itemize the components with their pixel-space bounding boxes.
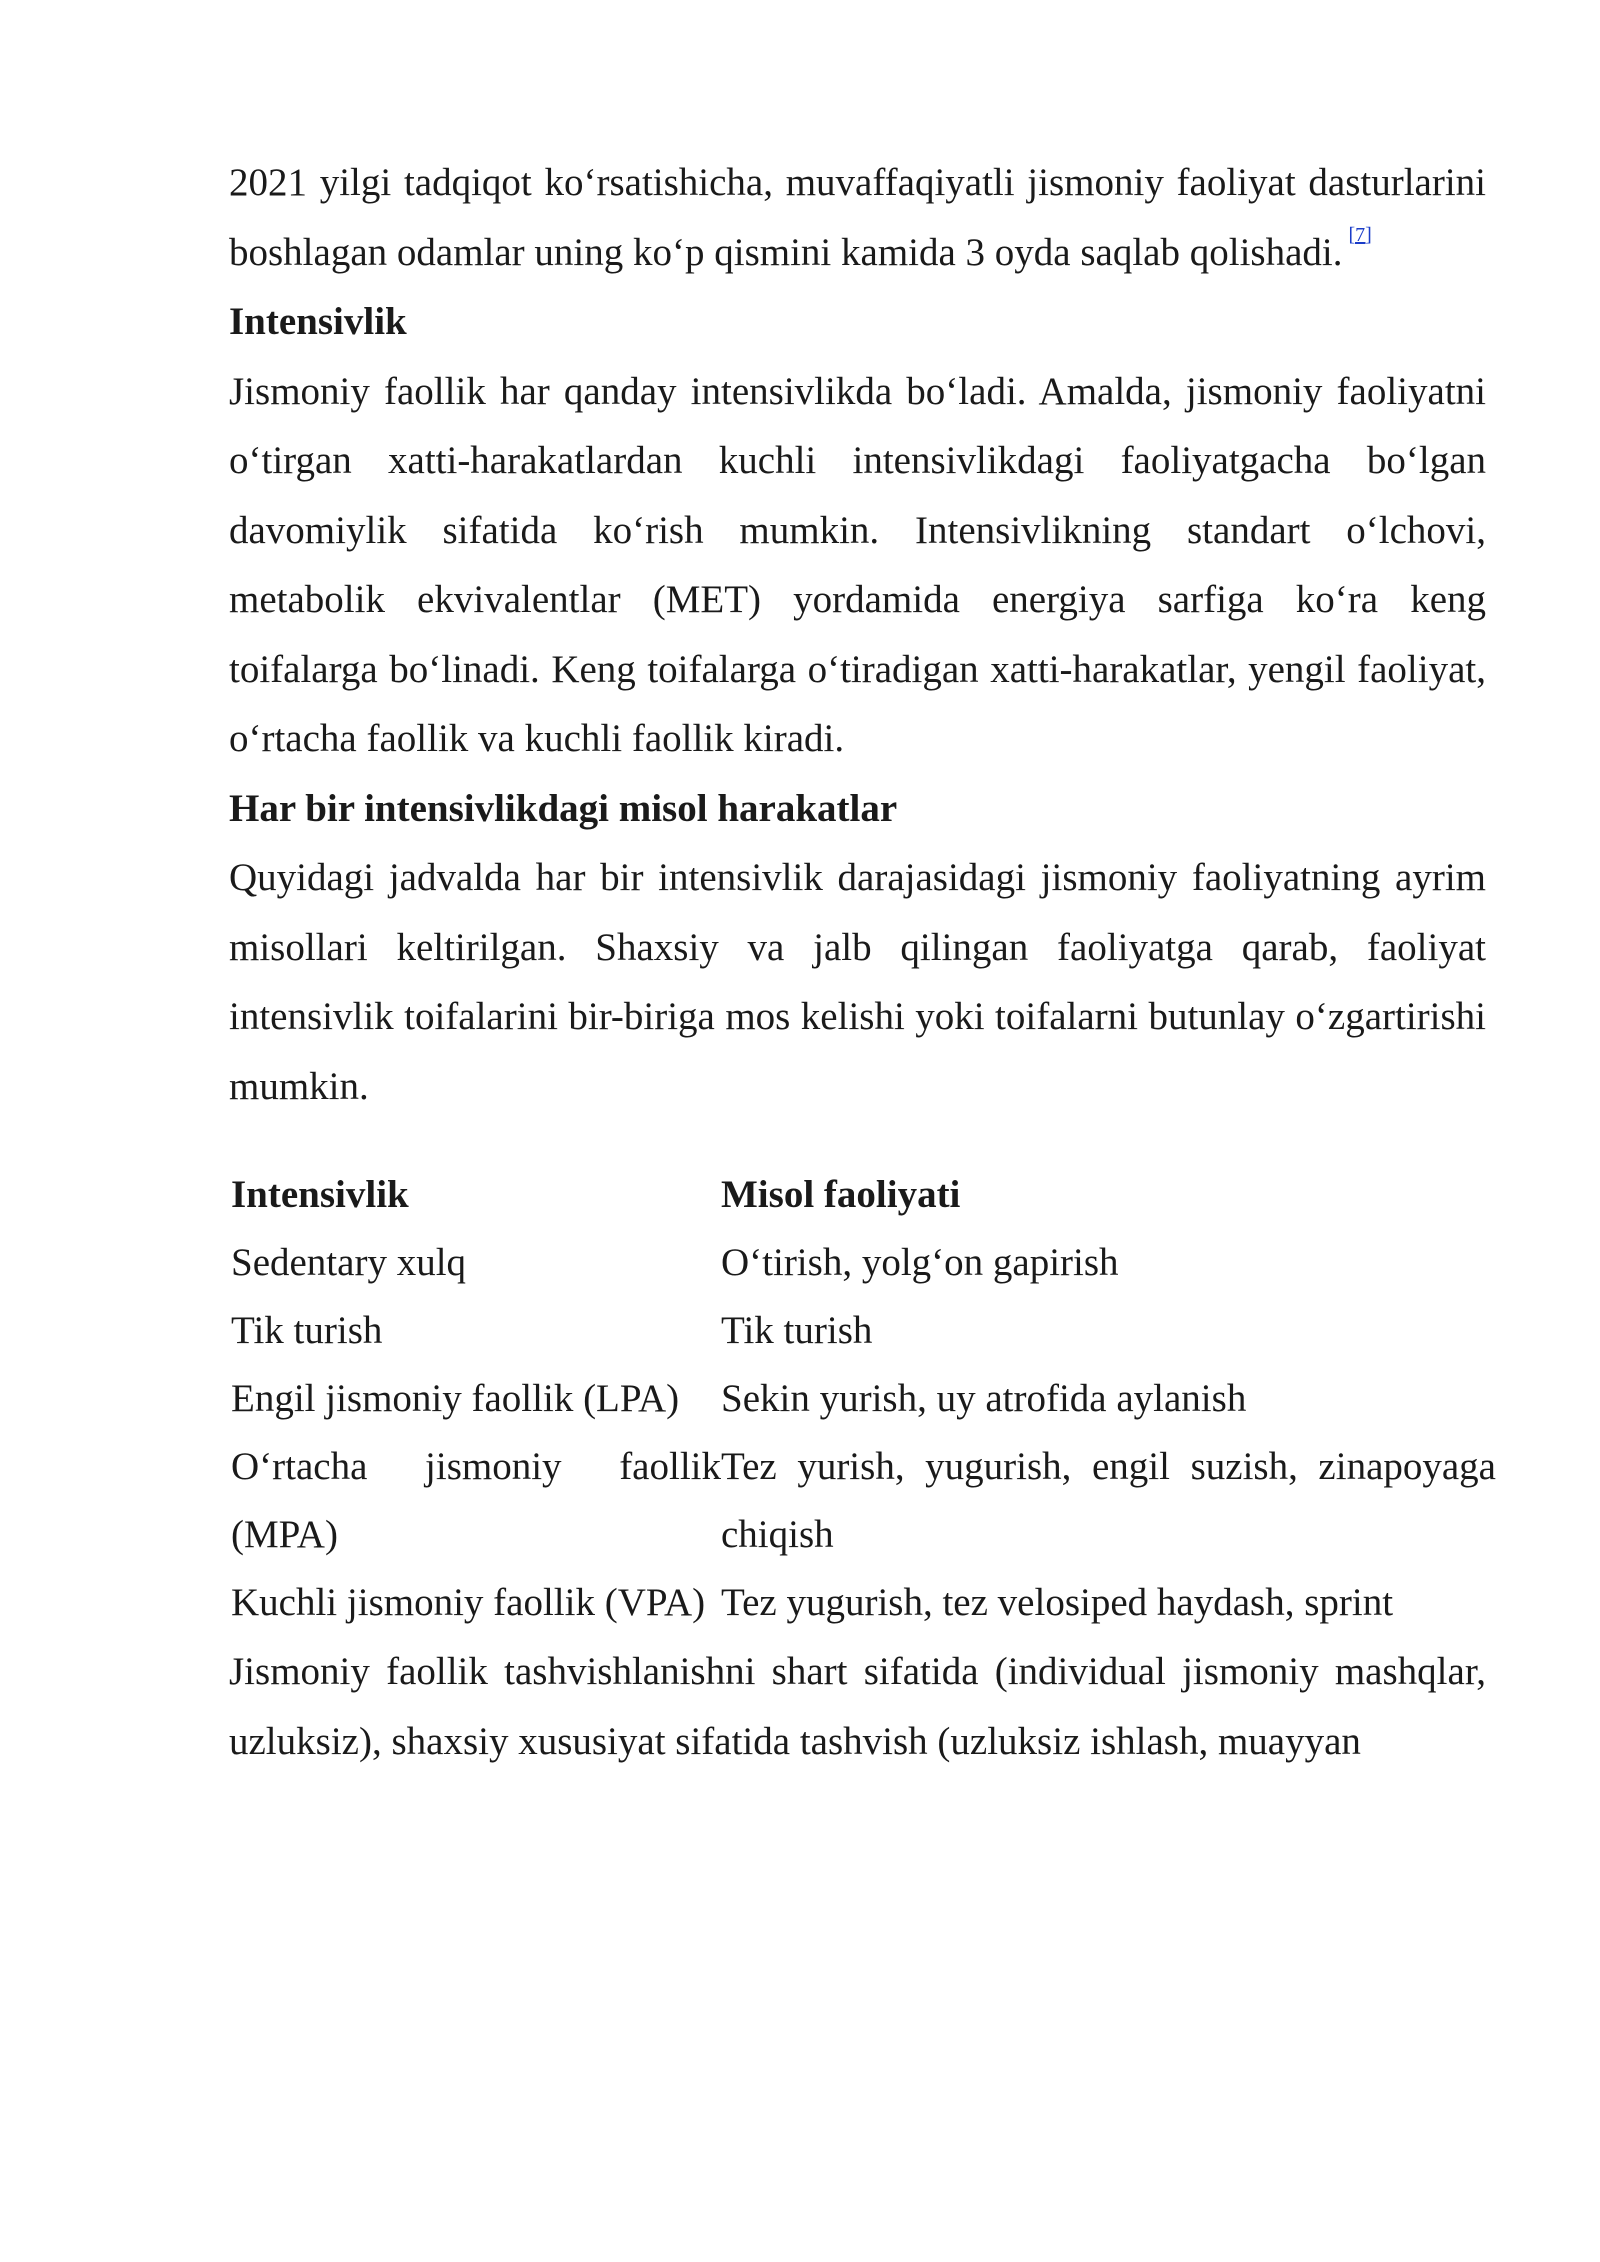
citation-link[interactable]: [7] [1348,223,1372,246]
table-cell-example: Tez yurish, yugurish, engil suzish, zinapoyaga chiqish [721,1445,1496,1556]
table-cell-intensity: Sedentary xulq [231,1241,467,1284]
column-header-intensity: Intensivlik [231,1173,409,1216]
document-page [229,148,1496,1776]
table-row [231,1433,1496,1569]
table-cell-intensity: Tik turish [231,1309,383,1352]
table-cell-intensity: O‘rtacha jismoniy faollik (MPA) [231,1445,721,1556]
table-row [231,1569,1496,1637]
intensity-table [231,1161,1496,1637]
table-cell-example: Sekin yurish, uy atrofida aylanish [721,1377,1247,1420]
table-cell-intensity: Engil jismoniy faollik (LPA) [231,1377,680,1420]
section-heading-intensivlik: Intensivlik [229,300,407,343]
section-heading-examples: Har bir intensivlikdagi misol harakatlar [229,786,898,830]
table-row [231,1297,1496,1365]
paragraph-anxiety: Jismoniy faollik tashvishlanishni shart sifatida (individual jismoniy mashqlar, uzluksiz), shaxsiy xususiyat sifatida tashvish (uzluksiz ishlash, muayyan [229,1650,1486,1763]
table-cell-example: Tik turish [721,1309,873,1352]
table-cell-example: Tez yugurish, tez velosiped haydash, sprint [721,1581,1394,1624]
table-cell-intensity: Kuchli jismoniy faollik (VPA) [231,1581,706,1624]
table-row [231,1365,1496,1433]
paragraph-text: 2021 yilgi tadqiqot ko‘rsatishicha, muvaffaqiyatli jismoniy faoliyat dasturlarini boshlagan odamlar uning ko‘p qismini kamida 3 oyda saqlab qolishadi. [229,161,1486,274]
paragraph-study-2021 [229,148,1486,287]
table-header-row [231,1161,1496,1229]
paragraph-table-intro: Quyidagi jadvalda har bir intensivlik darajasidagi jismoniy faoliyatning ayrim misollari keltirilgan. Shaxsiy va jalb qilingan faoliyatga qarab, faoliyat intensivlik toifalarini bir-biriga mos kelishi yoki toifalarni butunlay o‘zgartirishi mumkin. [229,856,1486,1108]
citation-ref [1348,224,1371,246]
table-row [231,1229,1496,1297]
table-cell-example: O‘tirish, yolg‘on gapirish [721,1241,1119,1284]
column-header-example: Misol faoliyati [721,1173,961,1216]
paragraph-intensity: Jismoniy faollik har qanday intensivlikda bo‘ladi. Amalda, jismoniy faoliyatni o‘tirgan xatti-harakatlardan kuchli intensivlikdagi faoliyatgacha bo‘lgan davomiylik sifatida ko‘rish mumkin. Intensivlikning standart o‘lchovi, metabolik ekvivalentlar (MET) yordamida energiya sarfiga ko‘ra keng toifalarga bo‘linadi. Keng toifalarga o‘tiradigan xatti-harakatlar, yengil faoliyat, o‘rtacha faollik va kuchli faollik kiradi. [229,369,1486,760]
